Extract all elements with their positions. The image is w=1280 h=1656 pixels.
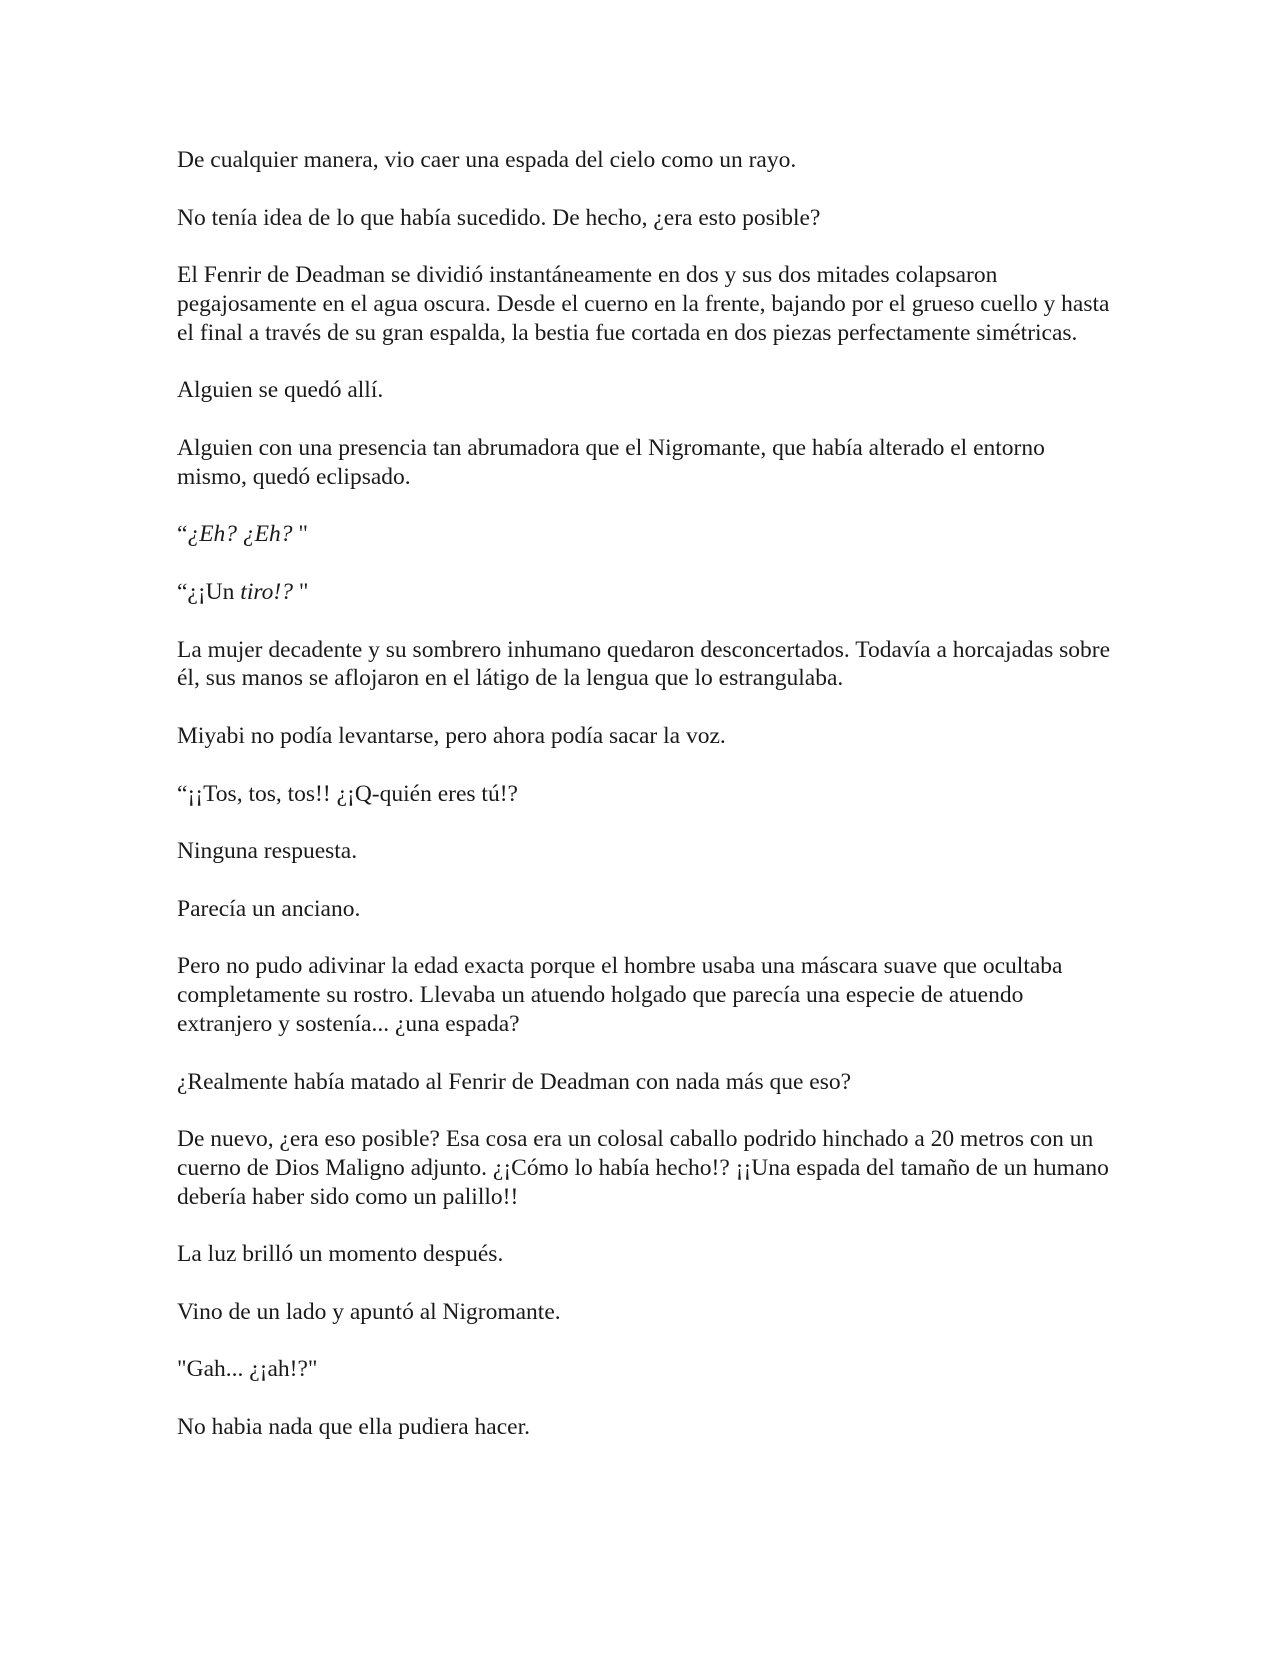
paragraph-6-quote-open: “ (177, 521, 188, 548)
paragraph-7-start: “¿¡Un (177, 578, 241, 605)
paragraph-7-quote-close: " (298, 578, 309, 605)
document-page (177, 146, 1117, 1471)
paragraph-19: No habia nada que ella pudiera hacer. (177, 1414, 530, 1441)
paragraph-6-italic: ¿Eh? ¿Eh? (187, 521, 299, 548)
paragraph-17: Vino de un lado y apuntó al Nigromante. (177, 1298, 561, 1325)
paragraph-13: Pero no pudo adivinar la edad exacta porque el hombre usaba una máscara suave que ocultaba completamente su rostro. Llevaba un atuendo holgado que parecía una especie de atuendo extranjero y sostenía... ¿una espada? (177, 953, 1063, 1037)
paragraph-8: La mujer decadente y su sombrero inhumano quedaron desconcertados. Todavía a horcajadas sobre él, sus manos se aflojaron en el látigo de la lengua que lo estrangulaba. (177, 636, 1111, 692)
paragraph-11: Ninguna respuesta. (177, 838, 358, 865)
paragraph-1: De cualquier manera, vio caer una espada del cielo como un rayo. (177, 147, 797, 173)
paragraph-9: Miyabi no podía levantarse, pero ahora podía sacar la voz. (177, 722, 726, 749)
paragraph-6-quote-close: " (298, 521, 308, 548)
paragraph-6 (177, 520, 1117, 549)
paragraph-18: "Gah... ¿¡ah!?" (177, 1356, 318, 1383)
paragraph-14: ¿Realmente había matado al Fenrir de Deadman con nada más que eso? (177, 1068, 852, 1095)
paragraph-5: Alguien con una presencia tan abrumadora que el Nigromante, que había alterado el entorno mismo, quedó eclipsado. (177, 434, 1045, 490)
paragraph-7 (177, 578, 1117, 607)
paragraph-2: No tenía idea de lo que había sucedido. De hecho, ¿era esto posible? (177, 204, 821, 231)
paragraph-16: La luz brilló un momento después. (177, 1241, 504, 1268)
paragraph-7-italic: tiro!? (240, 578, 299, 605)
paragraph-12: Parecía un anciano. (177, 895, 361, 922)
paragraph-4: Alguien se quedó allí. (177, 377, 384, 404)
paragraph-15: De nuevo, ¿era eso posible? Esa cosa era un colosal caballo podrido hinchado a 20 metros con un cuerno de Dios Maligno adjunto. ¿¡Cómo lo había hecho!? ¡¡Una espada del tamaño de un humano debería haber sido como un palillo!! (177, 1126, 1109, 1210)
paragraph-3: El Fenrir de Deadman se dividió instantáneamente en dos y sus dos mitades colapsaron pegajosamente en el agua oscura. Desde el cuerno en la frente, bajando por el grueso cuello y hasta el final a través de su gran espalda, la bestia fue cortada en dos piezas perfectamente simétricas. (177, 262, 1110, 346)
paragraph-10: “¡¡Tos, tos, tos!! ¿¡Q-quién eres tú!? (177, 780, 518, 807)
